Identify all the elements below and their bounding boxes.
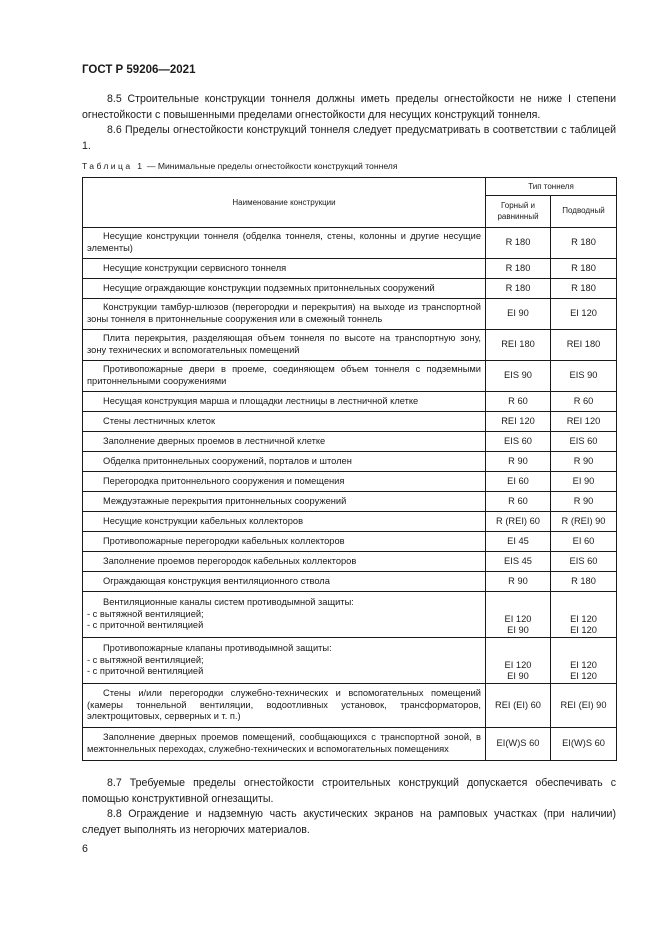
row-name: Междуэтажные перекрытия притоннельных сооружений [83,492,486,512]
row-name: Несущие конструкции кабельных коллекторов [83,512,486,532]
table-row [83,512,617,532]
smoke-valves-exhaust: - с вытяжной вентиляцией; [87,654,204,665]
table-header-row [83,178,617,196]
table-row [83,684,617,728]
table-row [83,452,617,472]
row-name: Стены лестничных клеток [83,412,486,432]
row-name: Противопожарные перегородки кабельных коллекторов [83,532,486,552]
page-number: 6 [82,843,88,855]
document-header: ГОСТ Р 59206—2021 [82,64,196,76]
paragraph-8-5: 8.5 Строительные конструкции тоннеля должны иметь пределы огнестойкости не ниже I степени огнестойкости с повышенными пределами огнестойкости для несущих конструкций тоннеля. [82,93,616,121]
row-name: Плита перекрытия, разделяющая объем тоннеля по высоте на транспортную зону, зону технических и вспомогательных помещений [83,330,486,361]
row-mountain-value: EI(W)S 60 [486,728,551,761]
row-name: Несущие конструкции сервисного тоннеля [83,259,486,279]
vent-channels-mountain-supply: EI 90 [507,625,529,636]
table-row [83,532,617,552]
header-construction-name: Наименование конструкции [83,178,486,228]
row-underwater-value: R 180 [551,572,617,592]
row-mountain-value: R 180 [486,259,551,279]
vent-channels-exhaust: - с вытяжной вентиляцией; [87,608,204,619]
row-underwater-value: R 90 [551,452,617,472]
smoke-valves-mountain-exhaust: EI 120 [504,659,532,670]
table-row [83,299,617,330]
table-row [83,228,617,259]
smoke-valves-underwater-supply: EI 120 [570,671,597,682]
row-mountain-value: EI 60 [486,472,551,492]
row-mountain-value: EIS 45 [486,552,551,572]
row-name: Заполнение проемов перегородок кабельных коллекторов [83,552,486,572]
row-underwater-value [551,638,617,684]
table-row [83,412,617,432]
row-name: Обделка притоннельных сооружений, порталов и штолен [83,452,486,472]
row-name: Несущие конструкции тоннеля (обделка тоннеля, стены, колонны и другие несущие элементы) [83,228,486,259]
row-underwater-value: REI (EI) 90 [551,684,617,728]
table-row-vent-channels [83,592,617,638]
row-underwater-value: R 180 [551,279,617,299]
row-mountain-value [486,592,551,638]
row-mountain-value: REI 120 [486,412,551,432]
row-underwater-value: EI 90 [551,472,617,492]
paragraph-8-6: 8.6 Пределы огнестойкости конструкций тоннеля следует предусматривать в соответствии с таблицей 1. [82,124,616,152]
row-underwater-value: EIS 60 [551,552,617,572]
vent-channels-mountain-exhaust: EI 120 [504,613,532,624]
row-underwater-value: REI 180 [551,330,617,361]
table-row [83,392,617,412]
row-name: Заполнение дверных проемов в лестничной клетке [83,432,486,452]
row-name: Конструкции тамбур-шлюзов (перегородки и перекрытия) на выходе из транспортной зоны тоннеля в притоннельные сооружения или в смежный тоннель [83,299,486,330]
table-row-smoke-valves [83,638,617,684]
table-row [83,259,617,279]
row-name: Стены и/или перегородки служебно-технических и вспомогательных помещений (камеры тоннельной вентиляции, водоотливных установок, трансформаторов, электрощитовых, серверных и т. п.) [83,684,486,728]
fire-resistance-table [82,177,617,761]
row-underwater-value: EI 120 [551,299,617,330]
header-underwater: Подводный [551,196,617,228]
row-mountain-value [486,638,551,684]
row-name: Несущая конструкция марша и площадки лестницы в лестничной клетке [83,392,486,412]
row-name: Несущие ограждающие конструкции подземных притоннельных сооружений [83,279,486,299]
smoke-valves-underwater-exhaust: EI 120 [570,659,597,670]
row-mountain-value: R 60 [486,492,551,512]
row-name [83,592,486,638]
row-name: Ограждающая конструкция вентиляционного ствола [83,572,486,592]
row-mountain-value: REI 180 [486,330,551,361]
row-underwater-value: R (REI) 90 [551,512,617,532]
row-mountain-value: REI (EI) 60 [486,684,551,728]
table-row [83,492,617,512]
table-row [83,361,617,392]
row-underwater-value: EI 60 [551,532,617,552]
table-row [83,728,617,761]
table-row [83,472,617,492]
row-mountain-value: R (REI) 60 [486,512,551,532]
table-caption-label: Таблица 1 [82,161,145,171]
row-mountain-value: EIS 90 [486,361,551,392]
smoke-valves-mountain-supply: EI 90 [507,671,529,682]
row-name: Противопожарные двери в проеме, соединяющем объем тоннеля с подземными притоннельными сооружениями [83,361,486,392]
table-row [83,552,617,572]
row-mountain-value: EI 45 [486,532,551,552]
row-mountain-value: R 90 [486,572,551,592]
row-underwater-value: REI 120 [551,412,617,432]
table-row [83,572,617,592]
row-mountain-value: EIS 60 [486,432,551,452]
row-underwater-value [551,592,617,638]
row-mountain-value: R 60 [486,392,551,412]
paragraph-8-7: 8.7 Требуемые пределы огнестойкости строительных конструкций допускается обеспечивать с помощью конструктивной огнезащиты. [82,777,616,805]
smoke-valves-supply: - с приточной вентиляцией [87,666,204,677]
header-tunnel-type: Тип тоннеля [486,178,617,196]
table-caption [82,161,397,171]
row-underwater-value: R 180 [551,259,617,279]
row-mountain-value: EI 90 [486,299,551,330]
row-underwater-value: EI(W)S 60 [551,728,617,761]
row-mountain-value: R 90 [486,452,551,472]
row-mountain-value: R 180 [486,228,551,259]
row-underwater-value: R 90 [551,492,617,512]
vent-channels-underwater-exhaust: EI 120 [570,613,597,624]
row-name [83,638,486,684]
row-name: Заполнение дверных проемов помещений, сообщающихся с транспортной зоной, в межтоннельных переходах, служебно-технических и вспомогательных помещениях [83,728,486,761]
vent-channels-underwater-supply: EI 120 [570,625,597,636]
vent-channels-supply: - с приточной вентиляцией [87,620,204,631]
table-caption-text: — Минимальные пределы огнестойкости конструкций тоннеля [146,161,398,171]
row-underwater-value: R 180 [551,228,617,259]
row-underwater-value: R 60 [551,392,617,412]
row-mountain-value: R 180 [486,279,551,299]
row-underwater-value: EIS 90 [551,361,617,392]
header-mountain: Горный и равнинный [486,196,551,228]
paragraph-8-8: 8.8 Ограждение и надземную часть акустических экранов на рамповых участках (при наличии) следует выполнять из негорючих материалов. [82,808,616,836]
smoke-valves-title: Противопожарные клапаны противодымной защиты: [103,643,332,654]
table-row [83,279,617,299]
table-row [83,432,617,452]
vent-channels-title: Вентиляционные каналы систем противодымной защиты: [103,597,354,608]
table-row [83,330,617,361]
row-underwater-value: EIS 60 [551,432,617,452]
row-name: Перегородка притоннельного сооружения и помещения [83,472,486,492]
